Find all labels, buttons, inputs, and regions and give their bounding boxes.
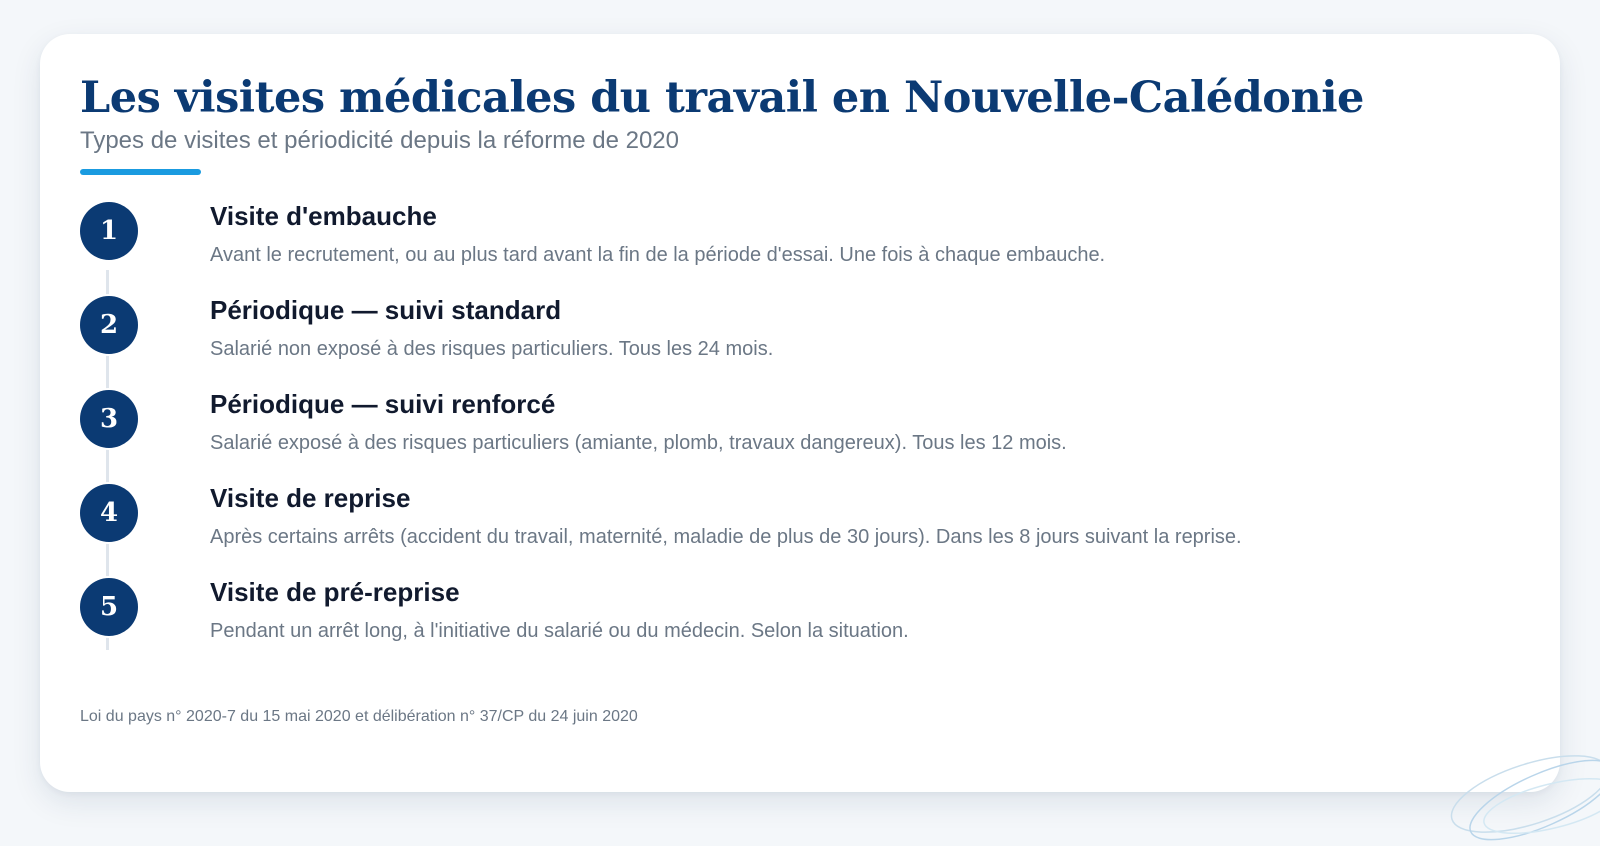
- step-periodique-standard: [80, 296, 1540, 392]
- step-number-badge: 3: [80, 390, 138, 448]
- step-description: Salarié exposé à des risques particuliers (amiante, plomb, travaux dangereux). Tous les 12 mois.: [210, 432, 1067, 454]
- step-description: Après certains arrêts (accident du travail, maternité, maladie de plus de 30 jours). Dans les 8 jours suivant la reprise.: [210, 526, 1242, 548]
- step-title: Visite d'embauche: [210, 201, 437, 231]
- page-subtitle: Types de visites et périodicité depuis la réforme de 2020: [80, 127, 680, 154]
- step-description: Avant le recrutement, ou au plus tard avant la fin de la période d'essai. Une fois à chaque embauche.: [210, 244, 1106, 266]
- step-periodique-renforce: [80, 390, 1540, 486]
- step-number-badge: 4: [80, 484, 138, 542]
- step-description: Pendant un arrêt long, à l'initiative du salarié ou du médecin. Selon la situation.: [210, 620, 909, 642]
- step-visite-pre-reprise: [80, 578, 1540, 674]
- decorative-ellipses: [1420, 736, 1600, 846]
- step-title: Visite de pré-reprise: [210, 577, 460, 607]
- step-title: Périodique — suivi renforcé: [210, 389, 556, 419]
- title-underline: [80, 169, 201, 175]
- step-description: Salarié non exposé à des risques particuliers. Tous les 24 mois.: [210, 338, 774, 360]
- step-visite-embauche: [80, 202, 1540, 298]
- step-number-badge: 5: [80, 578, 138, 636]
- step-number-badge: 2: [80, 296, 138, 354]
- step-visite-reprise: [80, 484, 1540, 580]
- legal-footnote: Loi du pays n° 2020-7 du 15 mai 2020 et délibération n° 37/CP du 24 juin 2020: [80, 708, 638, 725]
- step-title: Visite de reprise: [210, 483, 411, 513]
- page-title: Les visites médicales du travail en Nouvelle-Calédonie: [80, 73, 1364, 123]
- step-title: Périodique — suivi standard: [210, 295, 562, 325]
- content-card: [40, 34, 1560, 792]
- step-number-badge: 1: [80, 202, 138, 260]
